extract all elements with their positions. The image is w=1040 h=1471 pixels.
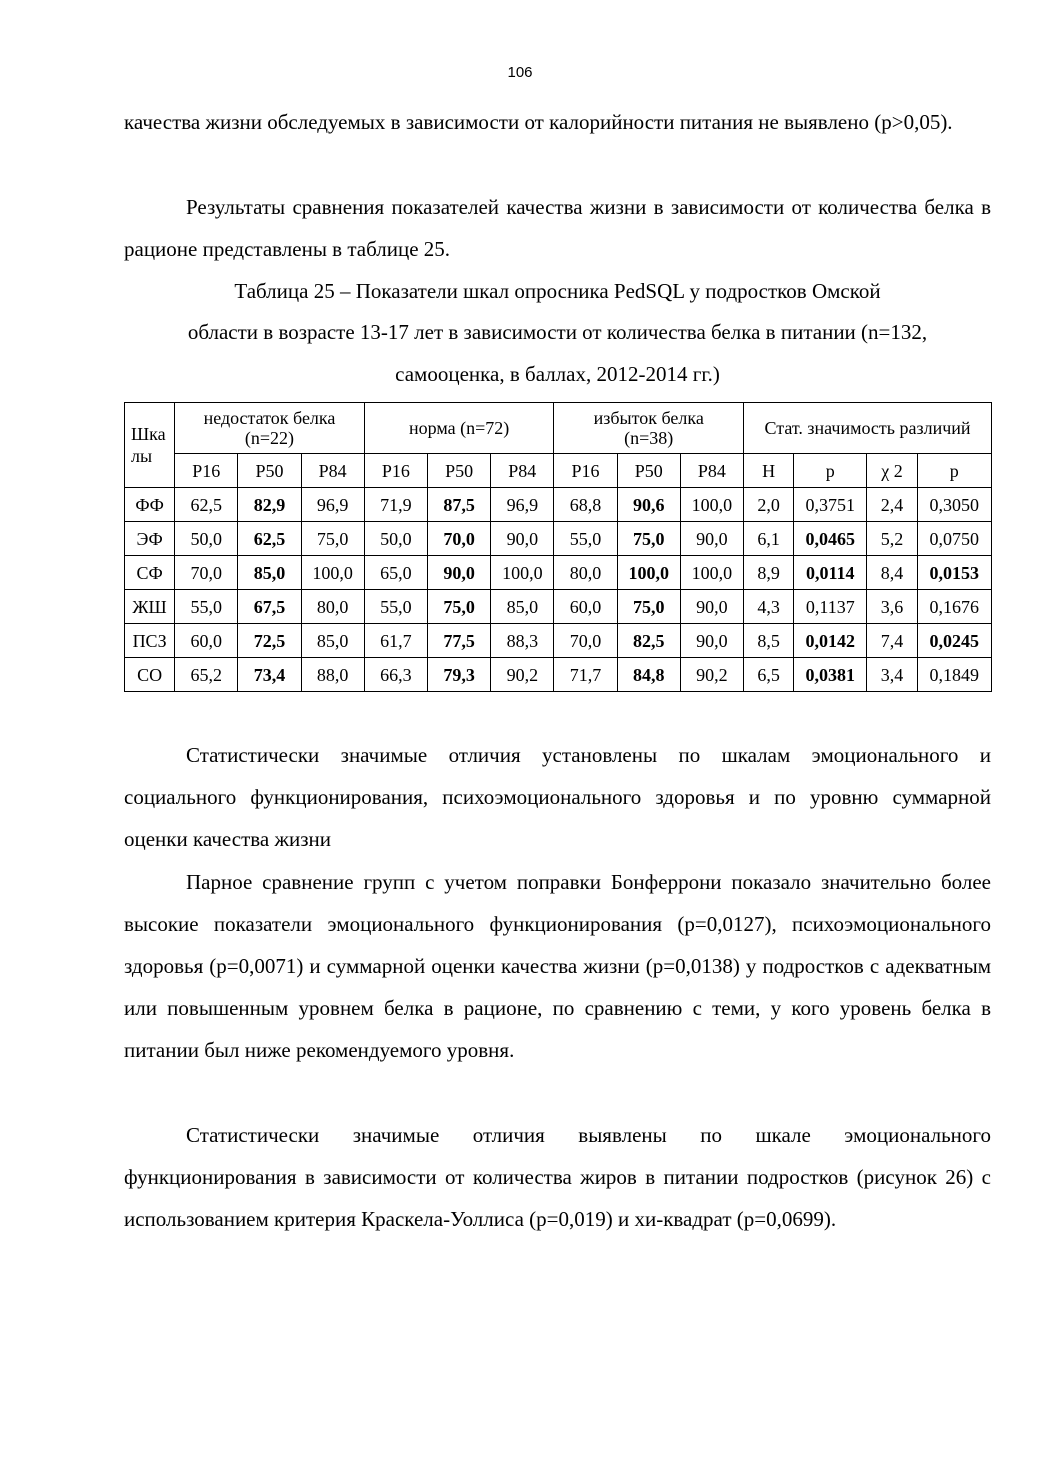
- table-cell: 75,0: [428, 590, 491, 624]
- table-row: [125, 590, 992, 624]
- column-header: Р84: [680, 454, 743, 488]
- table-cell: 75,0: [301, 522, 364, 556]
- table-cell: 3,6: [867, 590, 917, 624]
- table-cell: 90,0: [428, 556, 491, 590]
- table-row: [125, 488, 992, 522]
- column-header: Р50: [617, 454, 680, 488]
- table-cell: 79,3: [428, 658, 491, 692]
- table-cell: 0,0142: [794, 624, 867, 658]
- table-cell: 0,0114: [794, 556, 867, 590]
- table-cell: 70,0: [554, 624, 617, 658]
- table-cell: 0,0750: [917, 522, 991, 556]
- table-cell: 50,0: [364, 522, 427, 556]
- row-scale-label: ЭФ: [125, 522, 175, 556]
- table-cell: 100,0: [617, 556, 680, 590]
- paragraph-1: качества жизни обследуемых в зависимости от калорийности питания не выявлено (р>0,05).: [124, 110, 953, 134]
- table-cell: 8,5: [744, 624, 794, 658]
- table-cell: 96,9: [491, 488, 554, 522]
- table-cell: 82,9: [238, 488, 301, 522]
- table-cell: 80,0: [301, 590, 364, 624]
- table-cell: 73,4: [238, 658, 301, 692]
- table-cell: 90,2: [680, 658, 743, 692]
- table-header-row-1: [125, 403, 992, 454]
- scale-header: Шка лы: [125, 403, 175, 488]
- table-cell: 71,9: [364, 488, 427, 522]
- results-table: [124, 402, 992, 692]
- table-cell: 61,7: [364, 624, 427, 658]
- table-cell: 2,4: [867, 488, 917, 522]
- group-header-norm: [364, 403, 554, 454]
- table-cell: 90,0: [680, 590, 743, 624]
- column-header: Р16: [175, 454, 238, 488]
- paragraph-2: Результаты сравнения показателей качества жизни в зависимости от количества белка в рационе представлены в таблице 25.: [124, 195, 991, 261]
- table-cell: 70,0: [175, 556, 238, 590]
- paragraph-4: Парное сравнение групп с учетом поправки Бонферрони показало значительно более высокие показатели эмоционального функционирования (р=0,0127), психоэмоционального здоровья (р=0,0071) и суммарной оценки качества жизни (р=0,0138) у подростков с адекватным или повышенным уровнем белка в рационе, по сравнению с теми, у кого уровень белка в питании был ниже рекомендуемого уровня.: [124, 870, 991, 1062]
- column-header: Р84: [301, 454, 364, 488]
- table-cell: 0,0465: [794, 522, 867, 556]
- table-cell: 0,3751: [794, 488, 867, 522]
- row-scale-label: ЖШ: [125, 590, 175, 624]
- table-cell: 50,0: [175, 522, 238, 556]
- group-header-deficit-line1: недостаток белка: [203, 408, 336, 428]
- table-cell: 90,6: [617, 488, 680, 522]
- table-cell: 80,0: [554, 556, 617, 590]
- table-cell: 0,3050: [917, 488, 991, 522]
- table-caption-line-3: самооценка, в баллах, 2012-2014 гг.): [395, 362, 720, 386]
- table-cell: 65,2: [175, 658, 238, 692]
- table-cell: 6,1: [744, 522, 794, 556]
- table-cell: 60,0: [175, 624, 238, 658]
- table-cell: 100,0: [491, 556, 554, 590]
- stat-header: Стат. значимость различий: [744, 403, 992, 454]
- table-cell: 66,3: [364, 658, 427, 692]
- table-cell: 8,4: [867, 556, 917, 590]
- table-row: [125, 658, 992, 692]
- table-cell: 55,0: [175, 590, 238, 624]
- table-cell: 88,3: [491, 624, 554, 658]
- table-cell: 7,4: [867, 624, 917, 658]
- page-number: 106: [507, 64, 533, 81]
- table-caption-line-2: области в возрасте 13-17 лет в зависимости от количества белка в питании (n=132,: [187, 320, 928, 344]
- column-header: Р50: [428, 454, 491, 488]
- table-cell: 77,5: [428, 624, 491, 658]
- table-cell: 62,5: [175, 488, 238, 522]
- table-cell: 5,2: [867, 522, 917, 556]
- table-cell: 71,7: [554, 658, 617, 692]
- group-header-norm-line1: норма (n=72): [408, 418, 510, 438]
- row-scale-label: СО: [125, 658, 175, 692]
- table-cell: 85,0: [238, 556, 301, 590]
- table-cell: 0,1849: [917, 658, 991, 692]
- table-cell: 90,2: [491, 658, 554, 692]
- table-cell: 62,5: [238, 522, 301, 556]
- table-cell: 72,5: [238, 624, 301, 658]
- table-cell: 82,5: [617, 624, 680, 658]
- table-cell: 85,0: [301, 624, 364, 658]
- table-cell: 67,5: [238, 590, 301, 624]
- table-cell: 75,0: [617, 590, 680, 624]
- table-cell: 0,0245: [917, 624, 991, 658]
- table-cell: 65,0: [364, 556, 427, 590]
- table-cell: 90,0: [680, 624, 743, 658]
- table-cell: 90,0: [680, 522, 743, 556]
- row-scale-label: ПСЗ: [125, 624, 175, 658]
- table-cell: 55,0: [554, 522, 617, 556]
- table-cell: 6,5: [744, 658, 794, 692]
- table-row: [125, 556, 992, 590]
- table-cell: 75,0: [617, 522, 680, 556]
- table-body: [125, 403, 992, 692]
- table-cell: 0,0153: [917, 556, 991, 590]
- column-header: Р84: [491, 454, 554, 488]
- group-header-excess-line2: (n=38): [624, 428, 674, 448]
- table-cell: 0,0381: [794, 658, 867, 692]
- table-cell: 100,0: [680, 556, 743, 590]
- paragraph-3: Статистически значимые отличия установлены по шкалам эмоционального и социального функционирования, психоэмоционального здоровья и по уровню суммарной оценки качества жизни: [124, 743, 991, 851]
- table-cell: 8,9: [744, 556, 794, 590]
- table-cell: 4,3: [744, 590, 794, 624]
- table-cell: 90,0: [491, 522, 554, 556]
- table-header-row-2: [125, 454, 992, 488]
- group-header-deficit-line2: (n=22): [244, 428, 295, 448]
- table-cell: 88,0: [301, 658, 364, 692]
- table-cell: 68,8: [554, 488, 617, 522]
- table-cell: 96,9: [301, 488, 364, 522]
- table-cell: 70,0: [428, 522, 491, 556]
- column-header: χ 2: [867, 454, 917, 488]
- group-header-excess-line1: избыток белка: [593, 408, 704, 428]
- table-caption-line-1: Таблица 25 – Показатели шкал опросника PedSQL у подростков Омской: [234, 279, 881, 303]
- group-header-excess: [554, 403, 744, 454]
- table-cell: 87,5: [428, 488, 491, 522]
- table-cell: 84,8: [617, 658, 680, 692]
- table-cell: 85,0: [491, 590, 554, 624]
- table-row: [125, 522, 992, 556]
- table-cell: 0,1676: [917, 590, 991, 624]
- table-cell: 100,0: [680, 488, 743, 522]
- column-header: Р16: [364, 454, 427, 488]
- column-header: р: [917, 454, 991, 488]
- paragraph-5: Статистически значимые отличия выявлены по шкале эмоционального функционирования в зависимости от количества жиров в питании подростков (рисунок 26) с использованием критерия Краскела-Уоллиса (р=0,019) и хи-квадрат (р=0,0699).: [124, 1123, 991, 1231]
- column-header: Н: [744, 454, 794, 488]
- table-cell: 60,0: [554, 590, 617, 624]
- table-row: [125, 624, 992, 658]
- column-header: р: [794, 454, 867, 488]
- group-header-deficit: [175, 403, 365, 454]
- table-cell: 3,4: [867, 658, 917, 692]
- table-cell: 55,0: [364, 590, 427, 624]
- table-cell: 100,0: [301, 556, 364, 590]
- row-scale-label: СФ: [125, 556, 175, 590]
- table-cell: 0,1137: [794, 590, 867, 624]
- column-header: Р50: [238, 454, 301, 488]
- column-header: Р16: [554, 454, 617, 488]
- table-cell: 2,0: [744, 488, 794, 522]
- row-scale-label: ФФ: [125, 488, 175, 522]
